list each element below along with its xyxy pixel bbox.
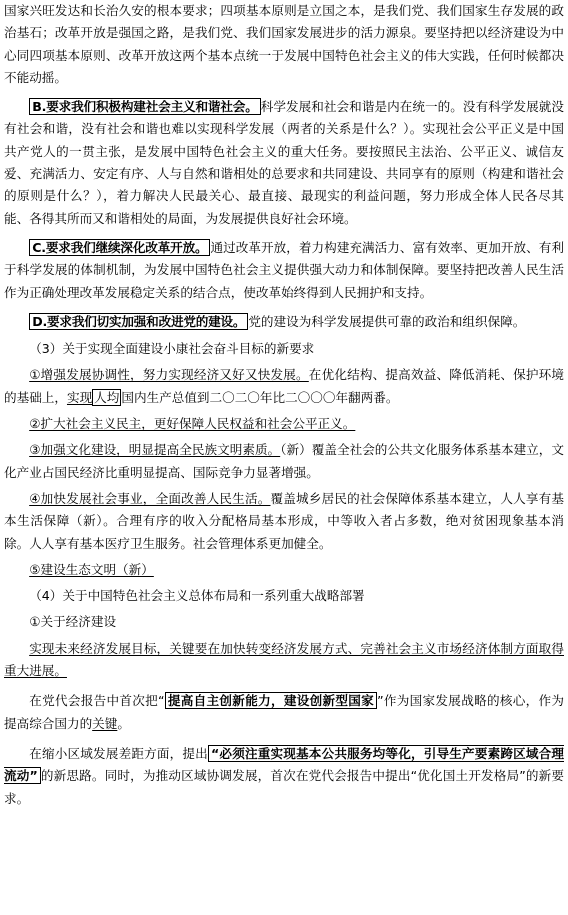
economic-goal-paragraph xyxy=(4,638,564,683)
boxed-per-capita: 人均 xyxy=(94,389,120,405)
boxed-heading-c: C.要求我们继续深化改革开放。 xyxy=(29,239,210,256)
goal-item-1 xyxy=(4,364,564,409)
innovation-paragraph xyxy=(4,690,564,735)
paragraph-d-text: 党的建设为科学发展提供可靠的政治和组织保障。 xyxy=(248,313,526,329)
goal-item-1-realize: 实现 xyxy=(66,389,93,405)
regional-paragraph xyxy=(4,743,564,810)
paragraph-basic-line: 国家兴旺发达和长治久安的根本要求；四项基本原则是立国之本，是我们党、我们国家生存发展的政治基石；改革开放是强国之路，是我们党、我们国家发展进步的活力源泉。要坚持把以经济建设为中心同四项基本原则、改革开放这两个基本点统一于发展中国特色社会主义的伟大实践，任何时候都决不能动摇。 xyxy=(4,3,564,85)
boxed-heading-b: B.要求我们积极构建社会主义和谐社会。 xyxy=(29,98,261,115)
goal-item-1-underlined: ①增强发展协调性，努力实现经济又好又快发展。 xyxy=(29,367,309,383)
goal-item-1-text-2: 国内生产总值到二〇二〇年比二〇〇〇年翻两番。 xyxy=(121,389,399,405)
paragraph-reform-opening xyxy=(4,237,564,304)
section-4-sub-1: ①关于经济建设 xyxy=(29,614,117,630)
goal-item-5-underlined: ⑤建设生态文明（新） xyxy=(29,561,154,577)
boxed-innovation: 提高自主创新能力，建设创新型国家 xyxy=(165,692,377,709)
innovation-key-underlined: 关键 xyxy=(92,715,118,731)
innovation-text-3: 。 xyxy=(117,715,130,731)
goal-item-5 xyxy=(4,559,564,581)
innovation-text-2: ”作为国家发展战略的核心，作为提高综合国力的 xyxy=(4,693,564,731)
goal-item-1-text: 在优化结构、提高效益、降低消耗、保护环境的基础上， xyxy=(4,367,564,405)
regional-text-2: 的新思路。同时，为推动区域协调发展，首次在党代会报告中提出“优化国土开发格局”的新要求。 xyxy=(4,768,564,806)
goal-item-3-underlined: ③加强文化建设，明显提高全民族文明素质。 xyxy=(29,442,281,458)
paragraph-c-text: 通过改革开放，着力构建充满活力、富有效率、更加开放、有利于科学发展的体制机制，为发展中国特色社会主义提供强大动力和体制保障。要坚持把改善人民生活作为正确处理改革发展稳定关系的结合点，使改革始终得到人民拥护和支持。 xyxy=(4,239,565,300)
paragraph-party-building xyxy=(4,311,564,333)
goal-item-4 xyxy=(4,488,564,555)
boxed-heading-d: D.要求我们切实加强和改进党的建设。 xyxy=(29,313,248,330)
goal-item-3-text: （新）覆盖全社会的公共文化服务体系基本建立，文化产业占国民经济比重明显提高、国际竞争力显著增强。 xyxy=(4,442,565,480)
economic-goal-underlined: 实现未来经济发展目标，关键要在加快转变经济发展方式、完善社会主义市场经济体制方面取得重大进展。 xyxy=(4,640,564,679)
goal-item-2-underlined: ②扩大社会主义民主，更好保障人民权益和社会公平正义。 xyxy=(29,416,356,432)
goal-item-3 xyxy=(4,439,564,484)
goal-item-4-text: 覆盖城乡居民的社会保障体系基本建立，人人享有基本生活保障（新）。合理有序的收入分配格局基本形成，中等收入者占多数，绝对贫困现象基本消除。人人享有基本医疗卫生服务。社会管理体系更加健全。 xyxy=(4,490,565,551)
paragraph-harmonious-society xyxy=(4,96,564,230)
goal-item-4-underlined: ④加快发展社会事业，全面改善人民生活。 xyxy=(29,490,271,506)
section-4-heading: （4）关于中国特色社会主义总体布局和一系列重大战略部署 xyxy=(29,588,365,604)
goal-item-2 xyxy=(4,413,564,435)
regional-text-1: 在缩小区域发展差距方面，提出 xyxy=(29,745,208,761)
boxed-regional: “必须注重实现基本公共服务均等化，引导生产要素跨区域合理流动” xyxy=(4,745,565,784)
innovation-text-1: 在党代会报告中首次把“ xyxy=(29,693,165,709)
paragraph-b-text: 科学发展和社会和谐是内在统一的。没有科学发展就没有社会和谐，没有社会和谐也难以实现科学发展（两者的关系是什么？）。实现社会公平正义是中国共产党人的一贯主张，是发展中国特色社会主义的重大任务。要按照民主法治、公平正义、诚信友爱、充满活力、安定有序、人与自然和谐相处的总要求和共同建设、共同享有的原则（构建和谐社会的原则是什么？），着力解决人民最关心、最直接、最现实的利益问题，努力形成全体人民各尽其能、各得其所而又和谐相处的局面，为发展提供良好社会环境。 xyxy=(4,99,565,226)
section-3-heading: （3）关于实现全面建设小康社会奋斗目标的新要求 xyxy=(29,341,315,357)
